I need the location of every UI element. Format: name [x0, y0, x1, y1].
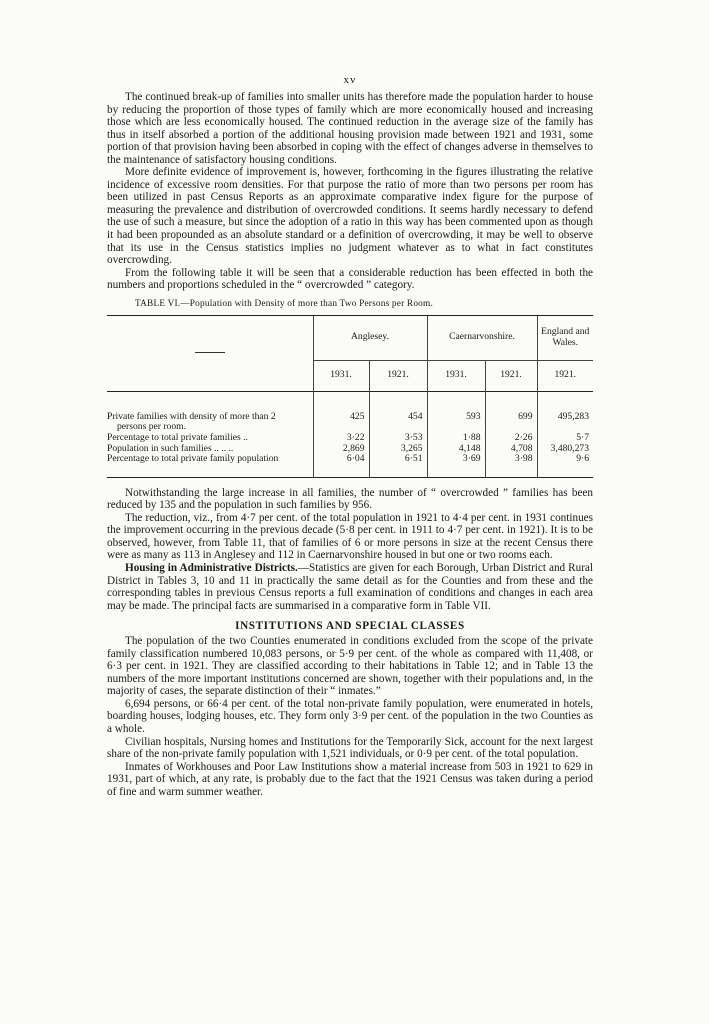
group-header: England and Wales.: [537, 315, 593, 360]
paragraph-text: —Statistics are given for each Borough, Urban District and Rural District in Tables 3, 10 and 11 in practically the same detail as for the Counties and from these and the corresponding tables in previous Census reports a full examination of conditions and changes in each area may be made. The principal facts are summarised in a comparative form in Table VII.: [107, 562, 593, 612]
paragraph: The continued break-up of families into smaller units has therefore made the population harder to house by reducing the proportion of those types of family which are more economically housed and increasing those which are less economically housed. The continued reduction in the average size of the family has thus in itself absorbed a portion of the additional housing provision made between 1921 and 1931, some portion of that provision having been absorbed in coping with the effect of changes adverse in themselves to the maintenance of satisfactory housing conditions.: [107, 91, 593, 166]
stub-header: [107, 315, 313, 391]
cell: 2,869: [313, 444, 369, 455]
cell: 699: [485, 412, 537, 433]
cell: 593: [427, 412, 485, 433]
year-header: 1931.: [427, 360, 485, 391]
page-number: xv: [343, 74, 357, 86]
section-heading: INSTITUTIONS AND SPECIAL CLASSES: [235, 620, 465, 633]
year-header: 1921.: [485, 360, 537, 391]
row-label: Percentage to total private families ..: [107, 431, 248, 443]
year-header: 1921.: [537, 360, 593, 391]
paragraph-housing: [107, 562, 593, 612]
cell: 495,283: [537, 412, 593, 433]
cell: 4,148: [427, 444, 485, 455]
paragraph: The population of the two Counties enumerated in conditions excluded from the scope of the private family classification numbered 10,083 persons, or 5·9 per cent. of the whole as compared with 11,408, or 6·3 per cent. in 1921. They are classified according to their habitations in Table 12; and in Table 13 the numbers of the more important institutions concerned are shown, together with their populations and, in the majority of cases, the separate distinction of their “ inmates.”: [107, 635, 593, 698]
paragraph: More definite evidence of improvement is, however, forthcoming in the figures illustrating the relative incidence of excessive room densities. For that purpose the ratio of more than two persons per room has been utilized in past Census Reports as an approximate comparative index figure for the purpose of measuring the prevalence and distribution of overcrowded conditions. It seems hardly necessary to defend the use of such a measure, but since the adoption of a ratio in this way has been commented upon as though it had been propounded as an absolute standard or a definition of overcrowding, it may be well to observe that its use in the Census statistics implies no judgment whatever as to what in fact constitutes overcrowding.: [107, 166, 593, 267]
cell: 3·98: [485, 454, 537, 465]
cell: 5·7: [537, 433, 593, 444]
paragraph: The reduction, viz., from 4·7 per cent. of the total population in 1921 to 4·4 per cent. in 1931 continues the improvement occurring in the previous decade (5·8 per cent. in 1911 to 4·7 per cent. in 1921). It is to be observed, however, from Table 11, that of families of 6 or more persons in size at the recent Census there were as many as 113 in Anglesey and 112 in Caernarvonshire housed in but one or two rooms each.: [107, 511, 593, 562]
run-in-heading: Housing in Administrative Districts.: [125, 562, 298, 574]
cell: 454: [369, 412, 427, 433]
table-row: [107, 454, 593, 465]
density-table: [107, 315, 593, 478]
cell: 4,708: [485, 444, 537, 455]
group-header: Caernarvonshire.: [427, 315, 537, 360]
group-header: Anglesey.: [313, 315, 427, 360]
row-label: Population in such families .. .. ..: [107, 442, 234, 454]
cell: 425: [313, 412, 369, 433]
paragraph: From the following table it will be seen that a considerable reduction has been effected in both the numbers and proportions scheduled in the “ overcrowded ” category.: [107, 266, 593, 292]
table-row: [107, 433, 593, 444]
cell: 3·22: [313, 433, 369, 444]
cell: 6·04: [313, 454, 369, 465]
paragraph: Civilian hospitals, Nursing homes and Institutions for the Temporarily Sick, account for the next largest share of the non-private family population with 1,521 individuals, or 0·9 per cent. of the total population.: [107, 735, 593, 761]
row-label: Private families with density of more than 2: [107, 410, 276, 422]
cell: 6·51: [369, 454, 427, 465]
row-label-continued: persons per room.: [117, 421, 187, 433]
paragraph: 6,694 persons, or 66·4 per cent. of the total non-private family population, were enumerated in hotels, boarding houses, lodging houses, etc. They form only 3·9 per cent. of the population in the two Counties as a whole.: [107, 697, 593, 736]
paragraph: Notwithstanding the large increase in all families, the number of “ overcrowded ” families has been reduced by 135 and the population in such families by 956.: [107, 486, 593, 512]
cell: 2·26: [485, 433, 537, 444]
year-header: 1931.: [313, 360, 369, 391]
paragraph: Inmates of Workhouses and Poor Law Institutions show a material increase from 503 in 1921 to 629 in 1931, part of which, at any rate, is probably due to the fact that the 1921 Census was taken during a period of fine and warm summer weather.: [107, 760, 593, 798]
cell: 3·53: [369, 433, 427, 444]
cell: 9·6: [537, 454, 593, 465]
cell: 3,480,273: [537, 444, 593, 455]
cell: 3·69: [427, 454, 485, 465]
table-caption: TABLE VI.—Population with Density of more than Two Persons per Room.: [135, 298, 433, 309]
row-label: Percentage to total private family population: [107, 453, 279, 465]
cell: 3,265: [369, 444, 427, 455]
document-page: [107, 74, 593, 798]
year-header: 1921.: [369, 360, 427, 391]
cell: 1·88: [427, 433, 485, 444]
